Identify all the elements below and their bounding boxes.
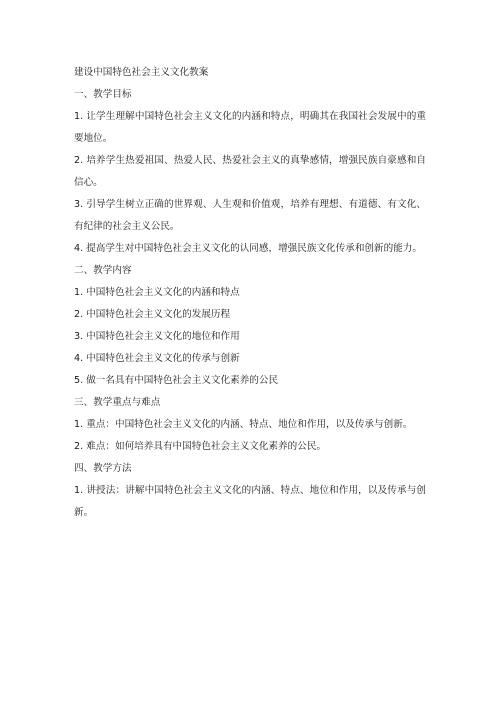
list-item: 2. 难点：如何培养具有中国特色社会主义文化素养的公民。 — [74, 441, 327, 452]
list-item: 3. 引导学生树立正确的世界观、人生观和价值观，培养有理想、有道德、有文化、有纪律的社会主义公民。 — [74, 199, 426, 232]
list-item: 1. 中国特色社会主义文化的内涵和特点 — [74, 287, 240, 298]
list-item: 2. 中国特色社会主义文化的发展历程 — [74, 309, 231, 320]
list-item: 2. 培养学生热爱祖国、热爱人民、热爱社会主义的真挚感情，增强民族自豪感和自信心。 — [74, 155, 426, 188]
list-item: 1. 讲授法：讲解中国特色社会主义文化的内涵、特点、地位和作用，以及传承与创新。 — [74, 485, 426, 518]
document-title: 建设中国特色社会主义文化教案 — [74, 67, 209, 78]
section-heading: 四、教学方法 — [74, 463, 132, 474]
list-item: 4. 中国特色社会主义文化的传承与创新 — [74, 353, 240, 364]
list-item: 1. 让学生理解中国特色社会主义文化的内涵和特点，明确其在我国社会发展中的重要地位。 — [74, 111, 426, 144]
list-item: 3. 中国特色社会主义文化的地位和作用 — [74, 331, 240, 342]
list-item: 1. 重点：中国特色社会主义文化的内涵、特点、地位和作用，以及传承与创新。 — [74, 419, 413, 430]
list-item: 5. 做一名具有中国特色社会主义文化素养的公民 — [74, 375, 279, 386]
document-body — [74, 62, 426, 524]
section-heading: 二、教学内容 — [74, 265, 132, 276]
list-item: 4. 提高学生对中国特色社会主义文化的认同感，增强民族文化传承和创新的能力。 — [74, 243, 422, 254]
section-heading: 一、教学目标 — [74, 89, 132, 100]
section-heading: 三、教学重点与难点 — [74, 397, 161, 408]
